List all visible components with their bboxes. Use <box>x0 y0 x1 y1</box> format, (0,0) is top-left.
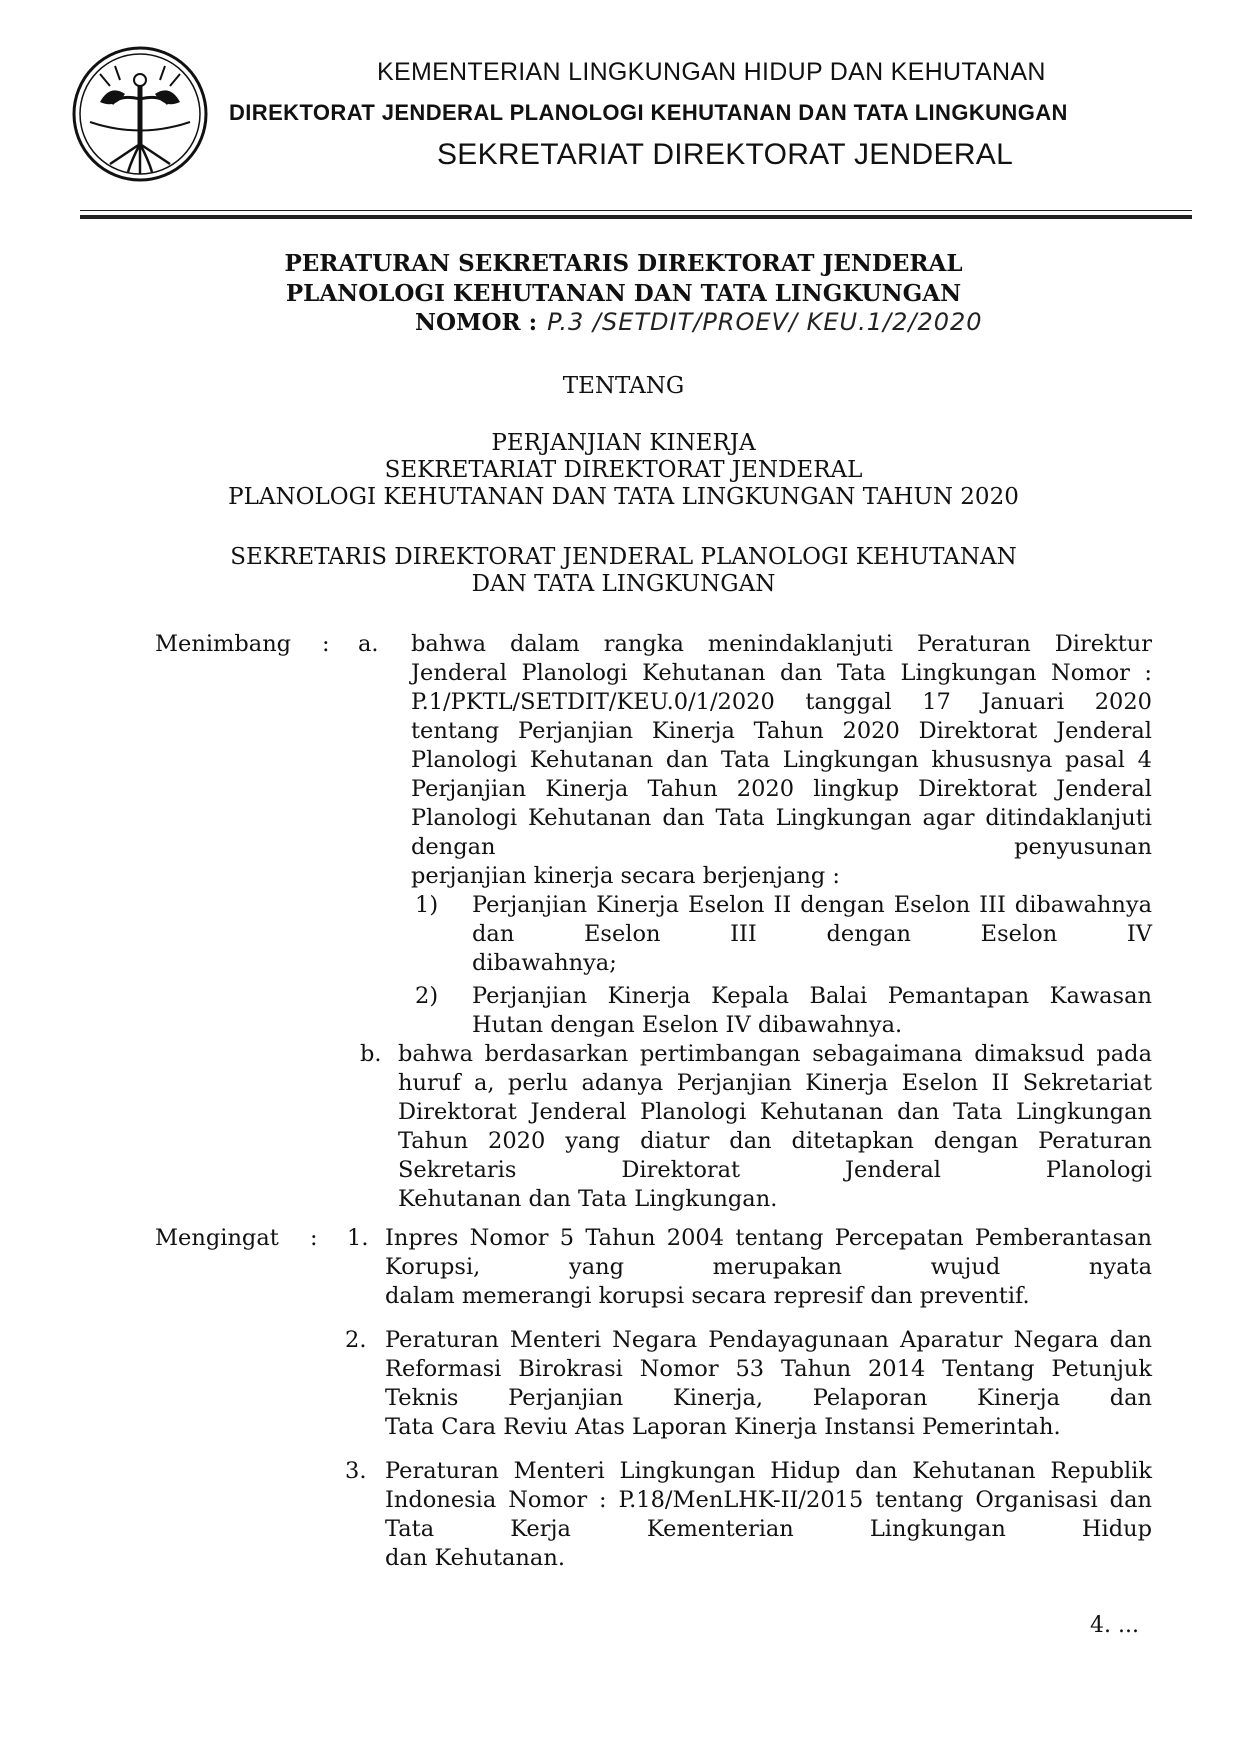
mengingat-item-2-text: Peraturan Menteri Negara Pendayagunaan Aparatur Negara dan Reformasi Birokrasi Nomor 53 Tahun 2014 Tentang Petunjuk Teknis Perjanjian Kinerja, Pelaporan Kinerja dan <box>385 1327 1152 1411</box>
mengingat-item-1-marker: 1. <box>347 1225 369 1251</box>
regulation-title-line2: PLANOLOGI KEHUTANAN DAN TATA LINGKUNGAN <box>285 280 962 307</box>
regulation-title-line1: PERATURAN SEKRETARIS DIREKTORAT JENDERAL <box>284 250 963 277</box>
menimbang-a-sub2-text: Perjanjian Kinerja Kepala Balai Pemantapan Kawasan <box>472 983 1152 1009</box>
letterhead-directorate: DIREKTORAT JENDERAL PLANOLOGI KEHUTANAN DAN TATA LINGKUNGAN <box>229 100 1068 125</box>
nomor-handwritten-value: P.3 /SETDIT/PROEV/ KEU.1/2/2020 <box>547 308 983 336</box>
subject-line2: SEKRETARIAT DIREKTORAT JENDERAL <box>384 457 863 483</box>
mengingat-item-3-marker: 3. <box>345 1458 367 1484</box>
menimbang-a-marker: a. <box>358 631 379 657</box>
menimbang-a-text-last: perjanjian kinerja secara berjenjang : <box>411 863 840 889</box>
menimbang-a-sub1-last: dibawahnya; <box>472 950 617 976</box>
menimbang-a-sub2-last: Hutan dengan Eselon IV dibawahnya. <box>472 1012 903 1038</box>
mengingat-item-3-last: dan Kehutanan. <box>385 1545 565 1571</box>
ministry-emblem-icon <box>70 44 210 184</box>
menimbang-a-text: bahwa dalam rangka menindaklanjuti Peraturan Direktur Jenderal Planologi Kehutanan dan Tata Lingkungan Nomor : P.1/PKTL/SETDIT/KEU.0/1/2020 tanggal 17 Januari 2020 tentang Perjanjian Kinerja Tahun 2020 Direktorat Jenderal Planologi Kehutanan dan Tata Lingkungan khususnya pasal 4 Perjanjian Kinerja Tahun 2020 lingkup Direktorat Jenderal Planologi Kehutanan dan Tata Lingkungan agar ditindaklanjuti dengan penyusunan <box>411 631 1152 860</box>
menimbang-a-sub1-text: Perjanjian Kinerja Eselon II dengan Eselon III dibawahnya dan Eselon III dengan Eselon IV <box>472 892 1152 947</box>
mengingat-item-2-marker: 2. <box>345 1327 367 1353</box>
issuer-line1: SEKRETARIS DIREKTORAT JENDERAL PLANOLOGI KEHUTANAN <box>230 544 1017 570</box>
menimbang-colon: : <box>322 631 330 657</box>
mengingat-item-2-last: Tata Cara Reviu Atas Laporan Kinerja Instansi Pemerintah. <box>385 1414 1061 1440</box>
menimbang-b-text: bahwa berdasarkan pertimbangan sebagaimana dimaksud pada huruf a, perlu adanya Perjanjian Kinerja Eselon II Sekretariat Direktorat Jenderal Planologi Kehutanan dan Tata Lingkungan Tahun 2020 yang diatur dan ditetapkan dengan Peraturan Sekretaris Direktorat Jenderal Planologi <box>398 1041 1152 1183</box>
menimbang-b-marker: b. <box>360 1041 382 1067</box>
mengingat-item-1-last: dalam memerangi korupsi secara represif dan preventif. <box>385 1283 1030 1309</box>
letterhead-ministry: KEMENTERIAN LINGKUNGAN HIDUP DAN KEHUTANAN <box>377 58 1046 86</box>
issuer-line2: DAN TATA LINGKUNGAN <box>471 571 776 597</box>
letterhead-divider-thick <box>80 215 1192 219</box>
tentang-heading: TENTANG <box>562 373 685 399</box>
subject-line1: PERJANJIAN KINERJA <box>491 430 756 456</box>
menimbang-b-text-last: Kehutanan dan Tata Lingkungan. <box>398 1186 778 1212</box>
mengingat-item-3-text: Peraturan Menteri Lingkungan Hidup dan Kehutanan Republik Indonesia Nomor : P.18/MenLHK-II/2015 tentang Organisasi dan Tata Kerja Kementerian Lingkungan Hidup <box>385 1458 1152 1542</box>
mengingat-label: Mengingat <box>155 1225 279 1251</box>
menimbang-label: Menimbang <box>155 631 292 657</box>
regulation-number <box>415 308 983 336</box>
letterhead-secretariat: SEKRETARIAT DIREKTORAT JENDERAL <box>437 138 1014 171</box>
nomor-label: NOMOR : <box>415 309 538 336</box>
mengingat-colon: : <box>310 1225 318 1251</box>
menimbang-a-sub1-marker: 1) <box>415 892 439 918</box>
letterhead-divider-thin <box>80 210 1192 211</box>
menimbang-a-sub2-marker: 2) <box>415 983 439 1009</box>
subject-line3: PLANOLOGI KEHUTANAN DAN TATA LINGKUNGAN TAHUN 2020 <box>228 484 1019 510</box>
mengingat-item-1-text: Inpres Nomor 5 Tahun 2004 tentang Percepatan Pemberantasan Korupsi, yang merupakan wujud nyata <box>385 1225 1152 1280</box>
page-continuation: 4. ... <box>1090 1613 1139 1638</box>
